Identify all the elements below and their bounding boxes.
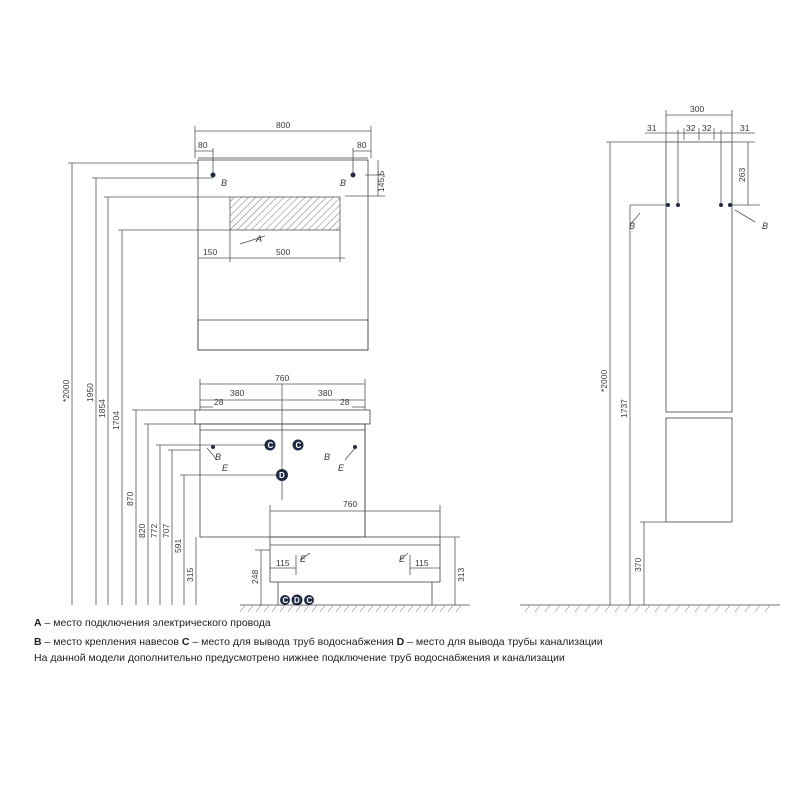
cabinet-label-e-right: E <box>338 463 345 473</box>
hook-point-side-left2 <box>676 203 680 207</box>
hook-point-side-right <box>719 203 723 207</box>
cabinet-edge-left-label: 28 <box>214 397 224 407</box>
mirror-hook-right-label: 80 <box>357 140 367 150</box>
side-hook-level-label: 1737 <box>619 399 629 418</box>
cabinet-half-right-label: 380 <box>318 388 333 398</box>
height-label-248: 248 <box>250 569 260 584</box>
legend-key-b: B <box>34 636 42 648</box>
height-label-1950: 1950 <box>85 383 95 402</box>
marker-d-floor-label: D <box>294 596 300 605</box>
hook-point-side-right2 <box>728 203 732 207</box>
hook-point-cabinet-left <box>211 445 215 449</box>
lower-width-label: 760 <box>343 499 358 509</box>
cabinet-label-e-left: E <box>222 463 229 473</box>
lower-label-e-left: E <box>300 554 307 564</box>
legend-line-2 <box>34 636 603 648</box>
mirror-width-label: 800 <box>276 120 291 130</box>
side-seg-2-label: 32 <box>686 123 696 133</box>
height-label-1854: 1854 <box>97 399 107 418</box>
cabinet-label-b-left: B <box>215 452 222 462</box>
cabinet-width-label: 760 <box>275 373 290 383</box>
side-total-height-label: *2000 <box>599 369 609 392</box>
marker-d-label: D <box>279 471 285 480</box>
height-label-707: 707 <box>161 523 171 538</box>
mirror-label-b-right: B <box>340 178 347 188</box>
legend-key-d: D <box>396 636 405 648</box>
legend-note: На данной модели дополнительно предусмотрено нижнее подключение труб водоснабжения и канализации <box>34 652 565 664</box>
hook-point-side-left <box>666 203 670 207</box>
mirror-top-offset-label: 145,5 <box>376 170 386 192</box>
side-seg-4-label: 31 <box>740 123 750 133</box>
height-label-591: 591 <box>173 538 183 553</box>
marker-c-right-label: C <box>295 441 302 450</box>
legend-text-b: – место крепления навесов <box>41 636 182 648</box>
side-base-height-label: 370 <box>633 557 643 572</box>
legend-text-c: – место для вывода труб водоснабжения <box>189 636 397 648</box>
legend-text-a: – место подключения электрического провода <box>41 617 271 629</box>
lower-offset-left-label: 115 <box>276 558 290 568</box>
side-width-label: 300 <box>690 104 705 114</box>
legend-line-1 <box>34 617 271 629</box>
height-label-1704: 1704 <box>111 411 121 430</box>
height-label-315: 315 <box>185 567 195 582</box>
lower-label-e-right: E <box>399 554 406 564</box>
hook-point-cabinet-right <box>353 445 357 449</box>
side-seg-1-label: 31 <box>647 123 657 133</box>
legend-line-3 <box>34 652 565 664</box>
side-view-column <box>666 130 732 522</box>
hook-point-right <box>351 173 356 178</box>
mirror-label-a: A <box>256 234 263 244</box>
cabinet-half-left-label: 380 <box>230 388 245 398</box>
socket-left-label: 150 <box>203 247 218 257</box>
socket-area-a <box>230 197 340 230</box>
height-label-820: 820 <box>137 523 147 538</box>
marker-c-floor-right-label: C <box>306 596 313 605</box>
lower-offset-right-label: 115 <box>415 558 429 568</box>
side-seg-3-label: 32 <box>702 123 712 133</box>
mirror-hook-left-label: 80 <box>198 140 208 150</box>
side-label-b-right: B <box>762 221 769 231</box>
height-label-313: 313 <box>456 567 466 582</box>
hook-point-left <box>211 173 216 178</box>
mirror-label-b-left: B <box>221 178 228 188</box>
marker-c-left-label: C <box>267 441 274 450</box>
height-label-870: 870 <box>125 491 135 506</box>
marker-c-floor-left-label: C <box>282 596 289 605</box>
legend-text-d: – место для вывода трубы канализации <box>404 636 603 648</box>
legend-key-c: C <box>181 636 190 648</box>
legend-key-a: A <box>34 617 42 629</box>
cabinet-edge-right-label: 28 <box>340 397 350 407</box>
side-label-b-left: B <box>629 221 636 231</box>
height-label-2000: *2000 <box>61 379 71 402</box>
height-label-772: 772 <box>149 523 159 538</box>
side-hook-height-label: 263 <box>737 167 747 182</box>
cabinet-label-b-right: B <box>324 452 331 462</box>
socket-width-label: 500 <box>276 247 291 257</box>
